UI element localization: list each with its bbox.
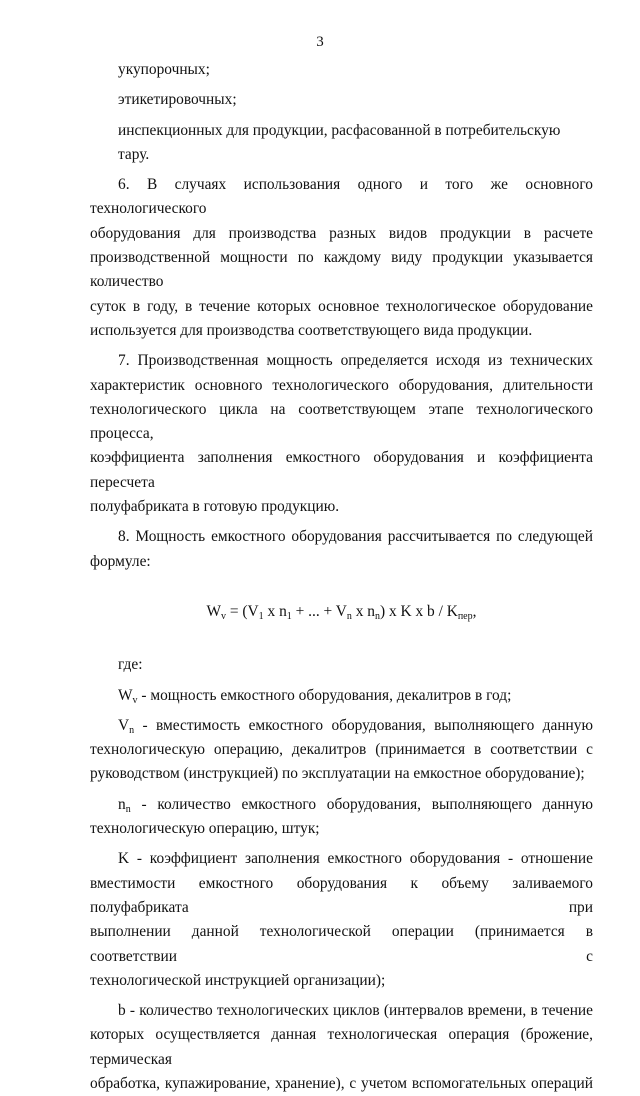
paragraph-line: коэффициента заполнения емкостного оборудования и коэффициента пересчета (90, 449, 593, 491)
paragraph-line: используется для производства соответствующего вида продукции. (90, 321, 533, 339)
paragraph-line: которых осуществляется данная технологическая операция (брожение, термическая (90, 1026, 593, 1068)
paragraph-line: характеристик основного технологического оборудования, длительности (90, 376, 593, 394)
list-item: инспекционных для продукции, расфасованной в потребительскую тару. (118, 121, 561, 163)
paragraph-line: технологической инструкцией организации); (90, 971, 386, 989)
where-label: где: (118, 656, 143, 674)
paragraph-line: технологического цикла на соответствующем этапе технологического процесса, (90, 400, 593, 443)
document-body (90, 58, 593, 1096)
paragraph-line: $V_n$ - вместимость емкостного оборудования, выполняющего данную (118, 716, 593, 736)
paragraph-line: 6. В случаях использования одного и того же основного технологического (90, 176, 593, 218)
paragraph-line: обработка, купажирование, хранение), с учетом вспомогательных операций (90, 1074, 593, 1092)
definition-k (90, 847, 593, 993)
paragraph-6 (90, 173, 593, 343)
paragraph-line: технологическую операцию, декалитров (принимается в соответствии с (90, 741, 593, 759)
paragraph-7 (90, 349, 593, 519)
paragraph-line: 7. Производственная мощность определяется исходя из технических (118, 352, 593, 370)
paragraph-line: формуле: (90, 552, 151, 570)
paragraph-line: $n_n$ - количество емкостного оборудования, выполняющего данную (118, 795, 593, 815)
paragraph-line: выполнении данной технологической операции (принимается в соответствии с (90, 923, 593, 965)
paragraph-line: оборудования для производства разных видов продукции в расчете (90, 224, 593, 242)
definition-v (90, 714, 593, 787)
list-item: этикетировочных; (118, 91, 237, 109)
paragraph-line: K - коэффициент заполнения емкостного оборудования - отношение (118, 850, 593, 868)
paragraph-line: производственной мощности по каждому виду продукции указывается количество (90, 249, 593, 291)
paragraph-line: 8. Мощность емкостного оборудования рассчитывается по следующей (118, 528, 593, 546)
definition-w: $W_v$ - мощность емкостного оборудования, декалитров в год; (118, 686, 512, 706)
paragraph-8 (90, 525, 593, 574)
paragraph-line: полуфабриката в готовую продукцию. (90, 498, 340, 516)
paragraph-line: технологическую операцию, штук; (90, 820, 320, 838)
paragraph-line: руководством (инструкцией) по эксплуатации на емкостное оборудование); (90, 765, 585, 783)
page-number: 3 (316, 34, 324, 50)
paragraph-line: b - количество технологических циклов (интервалов времени, в течение (118, 1002, 593, 1020)
list-item: укупорочных; (118, 61, 210, 78)
capacity-formula: $W_v = (V_1$ x $n_1$ + ... + $V_n$ x $n_n$) x K x b / $K_{пер}$, (206, 602, 477, 622)
definition-b (90, 999, 593, 1096)
paragraph-line: суток в году, в течение которых основное технологическое оборудование (90, 297, 593, 315)
paragraph-line: вместимости емкостного оборудования к объему заливаемого полуфабриката при (90, 874, 593, 916)
definition-n (90, 793, 593, 842)
